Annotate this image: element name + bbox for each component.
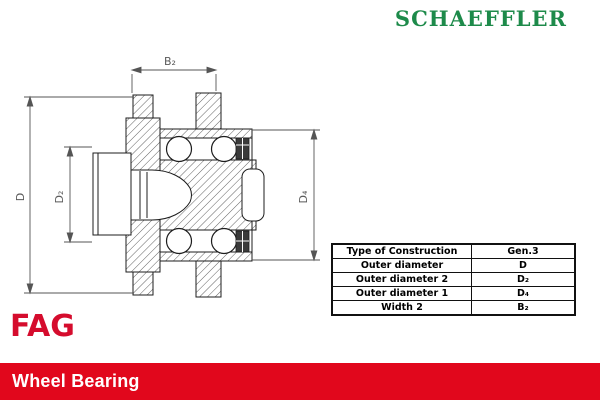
table-row — [332, 287, 575, 301]
spec-value: D — [472, 259, 576, 273]
dim-label-d4: D₄ — [297, 190, 310, 204]
schaeffler-logo: SCHAEFFLER — [394, 6, 567, 31]
spec-value: D₂ — [472, 273, 576, 287]
spec-label: Outer diameter — [332, 259, 472, 273]
spec-label: Outer diameter 1 — [332, 287, 472, 301]
dimension-d2 — [64, 147, 92, 242]
dimension-b2 — [132, 67, 216, 93]
spec-label: Width 2 — [332, 301, 472, 316]
spec-value: B₂ — [472, 301, 576, 316]
spec-label: Outer diameter 2 — [332, 273, 472, 287]
spec-table — [331, 243, 576, 316]
dim-label-d: D — [14, 192, 27, 202]
spec-value: D₄ — [472, 287, 576, 301]
spec-label: Type of Construction — [332, 244, 472, 259]
hub-bearing-cross-section — [0, 45, 340, 315]
table-row — [332, 244, 575, 259]
page-title: Wheel Bearing — [12, 371, 140, 391]
hub-pilot — [93, 153, 131, 235]
table-row — [332, 259, 575, 273]
table-row — [332, 273, 575, 287]
dim-label-b2: B₂ — [164, 55, 176, 68]
footer-bar — [0, 363, 600, 400]
inboard-recess — [242, 169, 264, 221]
fag-logo: FAG — [10, 309, 75, 344]
table-row — [332, 301, 575, 316]
dim-label-d2: D₂ — [53, 190, 66, 204]
spec-value: Gen.3 — [472, 244, 576, 259]
technical-drawing — [0, 45, 340, 315]
